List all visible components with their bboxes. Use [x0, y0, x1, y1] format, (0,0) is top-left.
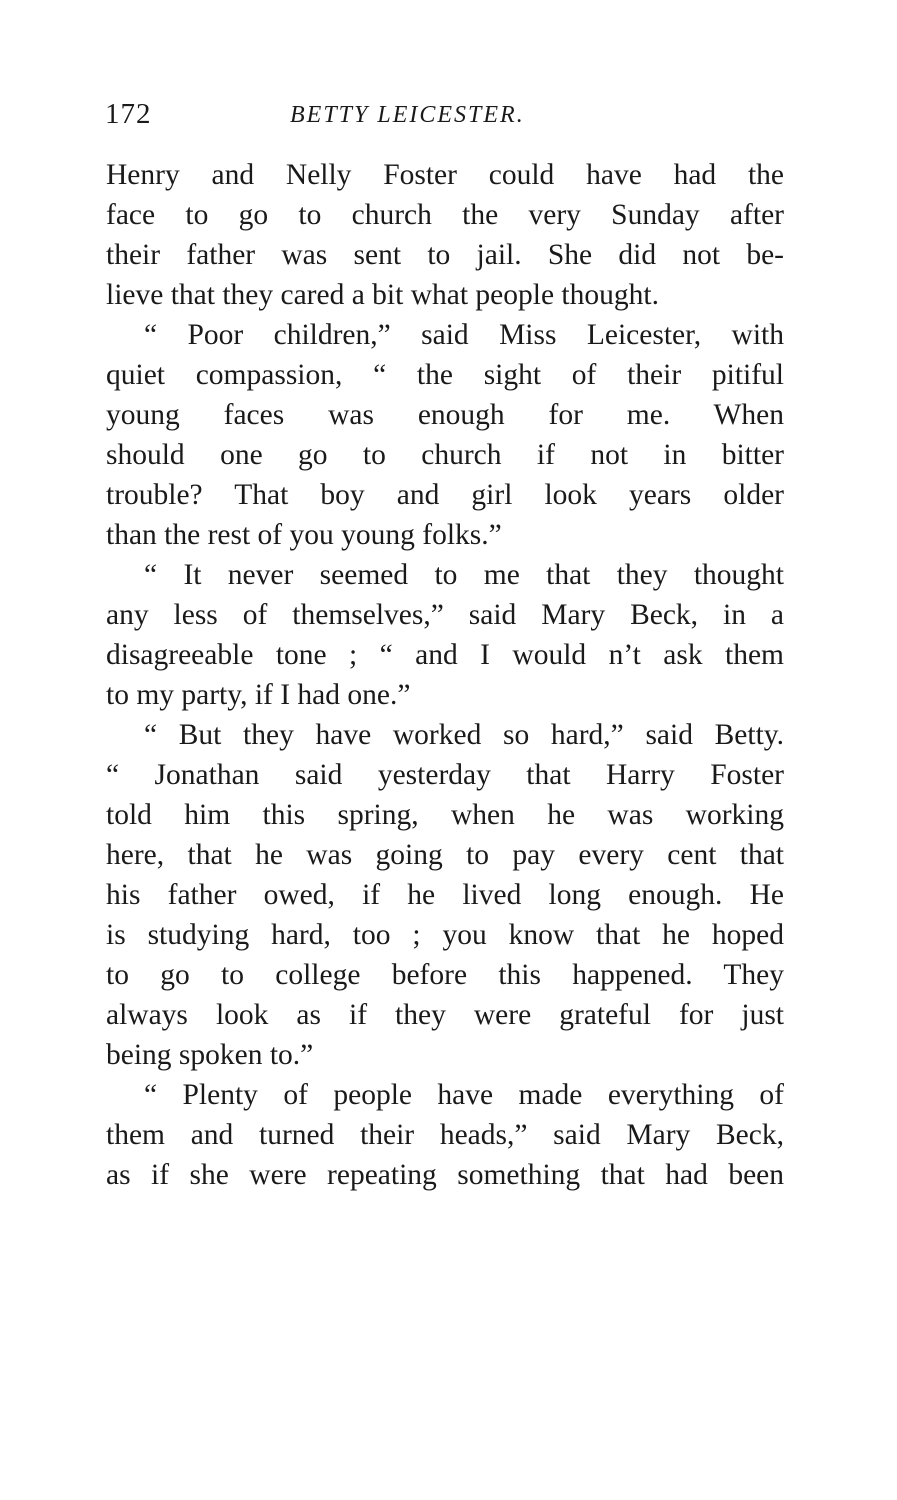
text-line: trouble? That boy and girl look years older [106, 479, 784, 511]
text-line: being spoken to.” [106, 1039, 314, 1071]
text-line: quiet compassion, “ the sight of their pitiful [106, 359, 784, 391]
text-line: to go to college before this happened. They [106, 959, 784, 991]
text-line: “ But they have worked so hard,” said Betty. [144, 719, 784, 751]
text-line: to my party, if I had one.” [106, 679, 411, 711]
text-line: his father owed, if he lived long enough. He [106, 879, 784, 911]
text-line: Henry and Nelly Foster could have had the [106, 159, 784, 191]
text-line: any less of themselves,” said Mary Beck, in a [106, 599, 784, 631]
text-line: than the rest of you young folks.” [106, 519, 502, 551]
body-text [106, 155, 784, 1195]
text-line: them and turned their heads,” said Mary Beck, [106, 1119, 784, 1151]
page-header [105, 98, 785, 138]
running-title: BETTY LEICESTER. [290, 102, 525, 128]
text-line: “ It never seemed to me that they thought [144, 559, 784, 591]
text-line: always look as if they were grateful for just [106, 999, 784, 1031]
text-line: here, that he was going to pay every cent that [106, 839, 784, 871]
text-line: is studying hard, too ; you know that he hoped [106, 919, 784, 951]
text-line: “ Jonathan said yesterday that Harry Foster [106, 759, 784, 791]
text-line: disagreeable tone ; “ and I would n’t ask them [106, 639, 784, 671]
text-line: “ Plenty of people have made everything of [144, 1079, 784, 1111]
text-line: as if she were repeating something that had been [106, 1159, 784, 1191]
text-line: should one go to church if not in bitter [106, 439, 784, 471]
text-line: young faces was enough for me. When [106, 399, 784, 431]
page-number: 172 [105, 98, 152, 130]
text-line: their father was sent to jail. She did not be- [106, 239, 784, 271]
text-line: lieve that they cared a bit what people thought. [106, 279, 659, 311]
text-line: told him this spring, when he was working [106, 799, 784, 831]
text-line: face to go to church the very Sunday after [106, 199, 784, 231]
text-line: “ Poor children,” said Miss Leicester, with [144, 319, 784, 351]
